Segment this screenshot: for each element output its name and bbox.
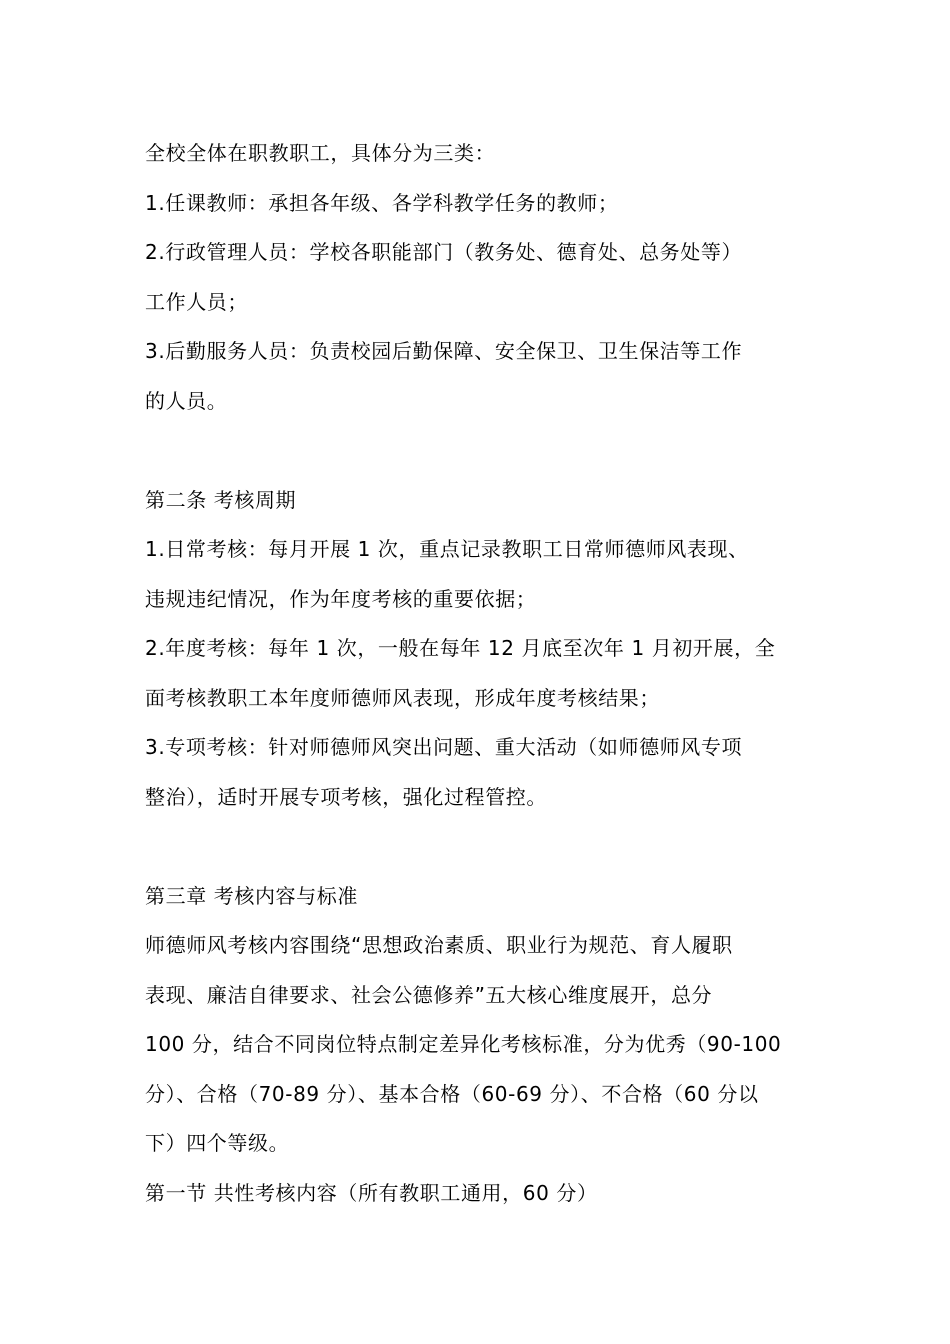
section-1-title: 第一节 共性考核内容（所有教职工通用，60 分） bbox=[145, 1181, 598, 1205]
cycle-item-3-line-2: 整治），适时开展专项考核，强化过程管控。 bbox=[145, 785, 547, 809]
cycle-item-2-line-1: 2.年度考核：每年 1 次，一般在每年 12 月底至次年 1 月初开展，全 bbox=[145, 636, 776, 660]
scope-item-2-line-1: 2.行政管理人员：学校各职能部门（教务处、德育处、总务处等） bbox=[145, 240, 743, 264]
article-2-title: 第二条 考核周期 bbox=[145, 488, 297, 512]
scope-item-3-line-2: 的人员。 bbox=[145, 389, 228, 413]
content-paragraph-line-1: 师德师风考核内容围绕“思想政治素质、职业行为规范、育人履职 bbox=[145, 933, 733, 957]
chapter-3-title: 第三章 考核内容与标准 bbox=[145, 884, 358, 908]
cycle-item-1-line-1: 1.日常考核：每月开展 1 次，重点记录教职工日常师德师风表现、 bbox=[145, 537, 749, 561]
cycle-item-1-line-2: 违规违纪情况，作为年度考核的重要依据； bbox=[145, 587, 537, 611]
cycle-item-2-line-2: 面考核教职工本年度师德师风表现，形成年度考核结果； bbox=[145, 686, 660, 710]
content-paragraph-line-5: 下）四个等级。 bbox=[145, 1131, 290, 1155]
scope-intro: 全校全体在职教职工，具体分为三类： bbox=[145, 141, 496, 165]
scope-item-3-line-1: 3.后勤服务人员：负责校园后勤保障、安全保卫、卫生保洁等工作 bbox=[145, 339, 743, 363]
content-paragraph-line-4: 分）、合格（70-89 分）、基本合格（60-69 分）、不合格（60 分以 bbox=[145, 1082, 759, 1106]
cycle-item-3-line-1: 3.专项考核：针对师德师风突出问题、重大活动（如师德师风专项 bbox=[145, 735, 743, 759]
scope-item-2-line-2: 工作人员； bbox=[145, 290, 248, 314]
content-paragraph-line-2: 表现、廉洁自律要求、社会公德修养”五大核心维度展开，总分 bbox=[145, 983, 713, 1007]
content-paragraph-line-3: 100 分，结合不同岗位特点制定差异化考核标准，分为优秀（90-100 bbox=[145, 1032, 782, 1056]
scope-item-1: 1.任课教师：承担各年级、各学科教学任务的教师； bbox=[145, 191, 619, 215]
